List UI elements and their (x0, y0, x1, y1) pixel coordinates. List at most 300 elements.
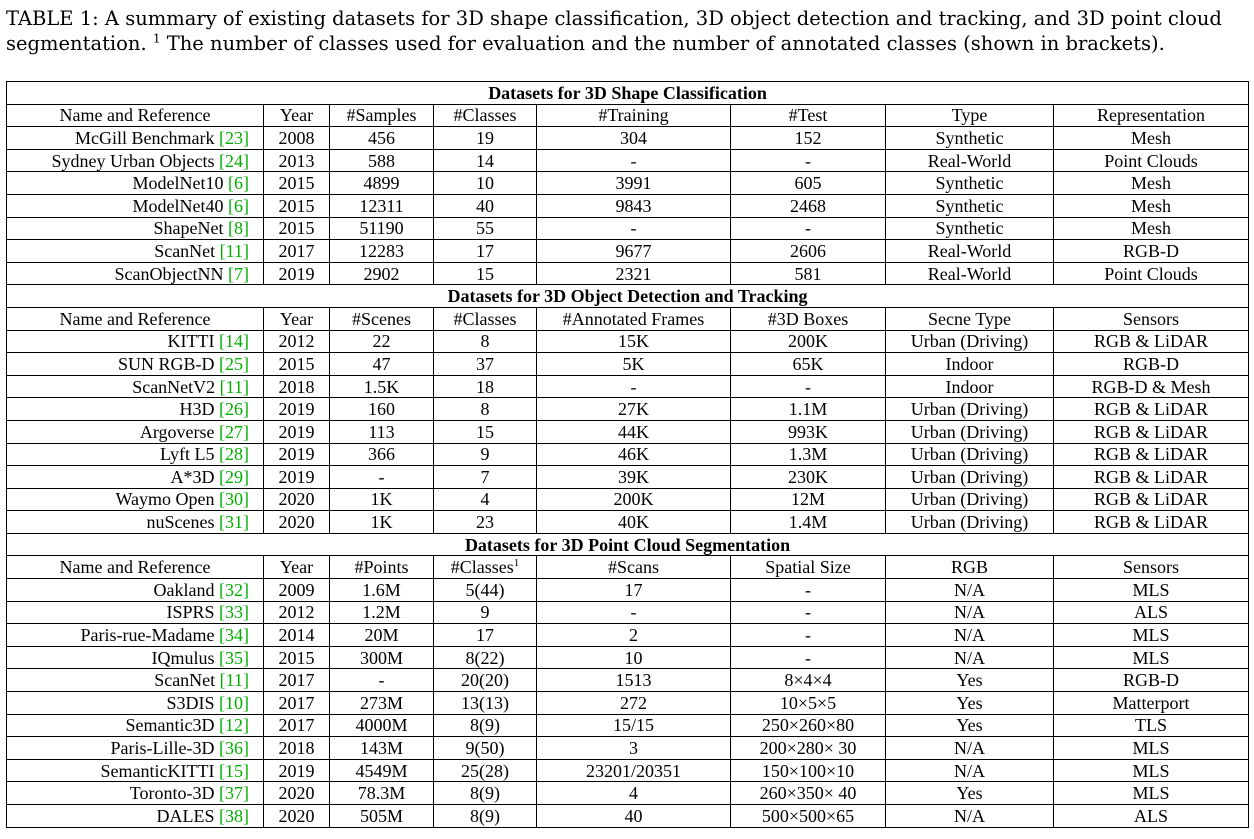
table-cell: 17 (434, 624, 537, 647)
table-cell: Real-World (886, 262, 1054, 285)
table-cell: Matterport (1054, 692, 1249, 715)
header-row (7, 556, 1249, 579)
column-header-label: #Samples (346, 105, 417, 126)
table-row (7, 646, 1249, 669)
table-row (7, 511, 1249, 534)
dataset-name: ShapeNet (153, 218, 224, 239)
table-cell: 8(22) (434, 646, 537, 669)
table-cell: 2017 (264, 714, 330, 737)
table-row (7, 488, 1249, 511)
table-row (7, 692, 1249, 715)
table-cell: 47 (330, 353, 434, 376)
citation-link[interactable]: [30] (219, 489, 249, 510)
dataset-name-cell (7, 511, 264, 534)
dataset-name: SemanticKITTI (100, 760, 215, 781)
citation-link[interactable]: [7] (228, 263, 249, 284)
table-row (7, 262, 1249, 285)
column-header-label: Year (279, 308, 314, 329)
table-row (7, 353, 1249, 376)
dataset-name-cell (7, 149, 264, 172)
dataset-name-cell (7, 646, 264, 669)
table-cell: 3 (537, 737, 731, 760)
table-row (7, 805, 1249, 828)
table-cell: RGB & LiDAR (1054, 511, 1249, 534)
table-cell: 2020 (264, 782, 330, 805)
citation-link[interactable]: [25] (219, 353, 249, 374)
table-cell: 9 (434, 443, 537, 466)
table-cell: 2017 (264, 240, 330, 263)
table-row (7, 714, 1249, 737)
section-title: Datasets for 3D Object Detection and Tracking (7, 285, 1249, 308)
dataset-name-cell (7, 759, 264, 782)
table-cell: - (537, 601, 731, 624)
table-cell: 2013 (264, 149, 330, 172)
table-cell: - (537, 375, 731, 398)
table-caption (6, 6, 1250, 56)
citation-link[interactable]: [6] (228, 195, 249, 216)
table-cell: 1.4M (731, 511, 886, 534)
table-cell: 4899 (330, 172, 434, 195)
column-header (731, 104, 886, 127)
table-cell: RGB & LiDAR (1054, 398, 1249, 421)
column-header (731, 307, 886, 330)
table-cell: 1.5K (330, 375, 434, 398)
dataset-name: ScanNetV2 (132, 376, 216, 397)
table-cell: MLS (1054, 624, 1249, 647)
citation-link[interactable]: [29] (219, 466, 249, 487)
citation-link[interactable]: [36] (219, 738, 249, 759)
table-cell: RGB-D & Mesh (1054, 375, 1249, 398)
table-cell: 143M (330, 737, 434, 760)
column-header-label: Name and Reference (59, 308, 211, 329)
dataset-name-cell (7, 466, 264, 489)
table-cell: Urban (Driving) (886, 511, 1054, 534)
dataset-name: Paris-Lille-3D (110, 738, 215, 759)
table-cell: N/A (886, 737, 1054, 760)
column-header (537, 307, 731, 330)
column-header (1054, 104, 1249, 127)
table-cell: Real-World (886, 149, 1054, 172)
dataset-name: SUN RGB-D (117, 353, 215, 374)
table-row (7, 624, 1249, 647)
dataset-name-cell (7, 172, 264, 195)
table-cell: 113 (330, 420, 434, 443)
table-cell: 456 (330, 127, 434, 150)
citation-link[interactable]: [8] (228, 218, 249, 239)
table-cell: 8 (434, 330, 537, 353)
table-cell: 9677 (537, 240, 731, 263)
table-cell: 2606 (731, 240, 886, 263)
citation-link[interactable]: [15] (219, 760, 249, 781)
table-cell: Yes (886, 714, 1054, 737)
column-header (537, 104, 731, 127)
table-cell: 230K (731, 466, 886, 489)
column-header-label: Name and Reference (59, 105, 211, 126)
table-row (7, 579, 1249, 602)
table-cell: 2008 (264, 127, 330, 150)
table-cell: 15 (434, 420, 537, 443)
table-cell: Yes (886, 669, 1054, 692)
table-cell: 65K (731, 353, 886, 376)
table-row (7, 669, 1249, 692)
section-title: Datasets for 3D Point Cloud Segmentation (7, 533, 1249, 556)
table-cell: 4 (434, 488, 537, 511)
table-cell: 15/15 (537, 714, 731, 737)
table-cell: Mesh (1054, 127, 1249, 150)
citation-link[interactable]: [11] (219, 240, 249, 261)
table-cell: 4 (537, 782, 731, 805)
column-header (7, 104, 264, 127)
table-cell: 15 (434, 262, 537, 285)
table-cell: 8(9) (434, 782, 537, 805)
table-cell: Synthetic (886, 172, 1054, 195)
column-header-label: RGB (950, 557, 988, 578)
dataset-name-cell (7, 443, 264, 466)
table-cell: MLS (1054, 737, 1249, 760)
table-cell: 200K (537, 488, 731, 511)
table-cell: 1513 (537, 669, 731, 692)
table-cell: Mesh (1054, 172, 1249, 195)
column-header-label: Sensors (1123, 557, 1180, 578)
table-cell: 272 (537, 692, 731, 715)
column-header (264, 104, 330, 127)
table-cell: RGB & LiDAR (1054, 488, 1249, 511)
dataset-name-cell (7, 194, 264, 217)
header-footnote-mark: 1 (513, 557, 520, 570)
column-header-label: Representation (1097, 105, 1205, 126)
column-header-label: Year (279, 105, 314, 126)
table-cell: 10 (434, 172, 537, 195)
citation-link[interactable]: [11] (219, 376, 249, 397)
table-cell: 20M (330, 624, 434, 647)
table-row (7, 759, 1249, 782)
table-cell: 10 (537, 646, 731, 669)
table-cell: N/A (886, 601, 1054, 624)
table-row (7, 782, 1249, 805)
citation-link[interactable]: [32] (219, 579, 249, 600)
column-header-label: #Test (788, 105, 828, 126)
table-cell: - (731, 579, 886, 602)
table-cell: Mesh (1054, 217, 1249, 240)
column-header (434, 104, 537, 127)
column-header (1054, 307, 1249, 330)
table-cell: 12311 (330, 194, 434, 217)
table-cell: - (731, 375, 886, 398)
table-cell: 20(20) (434, 669, 537, 692)
dataset-name-cell (7, 127, 264, 150)
dataset-name-cell (7, 692, 264, 715)
table-cell: - (537, 217, 731, 240)
column-header-label: #Points (354, 557, 409, 578)
citation-link[interactable]: [37] (219, 783, 249, 804)
table-cell: 14 (434, 149, 537, 172)
table-cell: 200K (731, 330, 886, 353)
table-cell: Point Clouds (1054, 262, 1249, 285)
column-header-label: Spatial Size (765, 557, 851, 578)
table-cell: 3991 (537, 172, 731, 195)
table-cell: 46K (537, 443, 731, 466)
column-header-label: Secne Type (928, 308, 1011, 329)
table-cell: 2019 (264, 466, 330, 489)
table-cell: 160 (330, 398, 434, 421)
table-cell: ALS (1054, 805, 1249, 828)
column-header (7, 307, 264, 330)
column-header-label: Type (951, 105, 988, 126)
table-cell: 152 (731, 127, 886, 150)
dataset-name: McGill Benchmark (75, 127, 215, 148)
table-cell: Indoor (886, 353, 1054, 376)
table-cell: 2012 (264, 601, 330, 624)
table-row (7, 217, 1249, 240)
table-cell: - (731, 217, 886, 240)
dataset-name-cell (7, 262, 264, 285)
citation-link[interactable]: [10] (219, 692, 249, 713)
datasets-table (6, 81, 1249, 828)
table-cell: 5K (537, 353, 731, 376)
table-cell: 27K (537, 398, 731, 421)
citation-link[interactable]: [26] (219, 399, 249, 420)
dataset-name-cell (7, 375, 264, 398)
table-cell: 2015 (264, 646, 330, 669)
dataset-name: DALES (156, 805, 215, 826)
table-cell: Urban (Driving) (886, 330, 1054, 353)
dataset-name-cell (7, 579, 264, 602)
section-title: Datasets for 3D Shape Classification (7, 82, 1249, 105)
table-cell: RGB & LiDAR (1054, 330, 1249, 353)
table-cell: 10×5×5 (731, 692, 886, 715)
table-cell: Synthetic (886, 194, 1054, 217)
table-cell: Urban (Driving) (886, 466, 1054, 489)
table-cell: 2020 (264, 511, 330, 534)
table-cell: 2015 (264, 353, 330, 376)
table-cell: 17 (537, 579, 731, 602)
dataset-name-cell (7, 737, 264, 760)
table-row (7, 466, 1249, 489)
table-body (7, 82, 1249, 828)
table-cell: Urban (Driving) (886, 420, 1054, 443)
table-cell: 200×280× 30 (731, 737, 886, 760)
column-header-label: Year (279, 557, 314, 578)
table-cell: 51190 (330, 217, 434, 240)
dataset-name: Sydney Urban Objects (51, 150, 215, 171)
dataset-name: Semantic3D (125, 715, 215, 736)
table-cell: 2019 (264, 759, 330, 782)
citation-link[interactable]: [27] (219, 421, 249, 442)
table-cell: 2019 (264, 443, 330, 466)
table-cell: 2017 (264, 692, 330, 715)
table-cell: 25(28) (434, 759, 537, 782)
table-cell: 2015 (264, 172, 330, 195)
dataset-name-cell (7, 782, 264, 805)
table-cell: 39K (537, 466, 731, 489)
table-cell: 44K (537, 420, 731, 443)
dataset-name: ISPRS (166, 602, 215, 623)
table-cell: 2 (537, 624, 731, 647)
table-cell: N/A (886, 646, 1054, 669)
table-cell: TLS (1054, 714, 1249, 737)
table-cell: 250×260×80 (731, 714, 886, 737)
table-cell: 605 (731, 172, 886, 195)
column-header (330, 104, 434, 127)
table-cell: MLS (1054, 759, 1249, 782)
column-header (264, 556, 330, 579)
table-cell: 2017 (264, 669, 330, 692)
column-header (886, 307, 1054, 330)
table-cell: 40 (537, 805, 731, 828)
table-cell: - (330, 466, 434, 489)
dataset-name-cell (7, 601, 264, 624)
dataset-name-cell (7, 353, 264, 376)
table-row (7, 149, 1249, 172)
dataset-name-cell (7, 488, 264, 511)
dataset-name-cell (7, 420, 264, 443)
table-cell: 366 (330, 443, 434, 466)
table-cell: Synthetic (886, 217, 1054, 240)
citation-link[interactable]: [6] (228, 173, 249, 194)
citation-link[interactable]: [14] (219, 331, 249, 352)
table-cell: MLS (1054, 782, 1249, 805)
column-header (330, 307, 434, 330)
table-cell: 2468 (731, 194, 886, 217)
caption-text: A summary of existing datasets for 3D shape classification, 3D object detection and tracking, and 3D point cloud segmentation. (6, 7, 1222, 55)
table-cell: 22 (330, 330, 434, 353)
column-header (886, 556, 1054, 579)
table-cell: 2015 (264, 217, 330, 240)
dataset-name-cell (7, 217, 264, 240)
table-cell: 17 (434, 240, 537, 263)
table-cell: - (731, 624, 886, 647)
caption-footnote-mark: 1 (152, 31, 161, 46)
column-header-label: #Classes (453, 308, 517, 329)
table-cell: 2018 (264, 375, 330, 398)
column-header (731, 556, 886, 579)
dataset-name: ScanObjectNN (114, 263, 224, 284)
table-cell: MLS (1054, 646, 1249, 669)
column-header-label: Sensors (1123, 308, 1180, 329)
citation-link[interactable]: [31] (219, 512, 249, 533)
dataset-name: Toronto-3D (129, 783, 215, 804)
table-cell: 78.3M (330, 782, 434, 805)
table-cell: 4000M (330, 714, 434, 737)
column-header-label: #Classes (450, 557, 514, 578)
table-cell: RGB-D (1054, 353, 1249, 376)
table-cell: 55 (434, 217, 537, 240)
table-cell: - (731, 646, 886, 669)
table-cell: 1.6M (330, 579, 434, 602)
column-header-label: #3D Boxes (767, 308, 849, 329)
table-row (7, 398, 1249, 421)
table-cell: RGB & LiDAR (1054, 443, 1249, 466)
table-cell: 273M (330, 692, 434, 715)
table-cell: 9(50) (434, 737, 537, 760)
table-row (7, 443, 1249, 466)
citation-link[interactable]: [35] (219, 647, 249, 668)
table-row (7, 172, 1249, 195)
column-header-label: #Training (598, 105, 669, 126)
table-cell: 2015 (264, 194, 330, 217)
table-cell: 5(44) (434, 579, 537, 602)
table-cell: Real-World (886, 240, 1054, 263)
table-cell: 37 (434, 353, 537, 376)
table-cell: Mesh (1054, 194, 1249, 217)
table-cell: N/A (886, 579, 1054, 602)
section-title-row (7, 533, 1249, 556)
citation-link[interactable]: [12] (219, 715, 249, 736)
citation-link[interactable]: [33] (219, 602, 249, 623)
table-cell: 2902 (330, 262, 434, 285)
table-cell: 18 (434, 375, 537, 398)
table-row (7, 194, 1249, 217)
table-cell: 304 (537, 127, 731, 150)
table-cell: Urban (Driving) (886, 443, 1054, 466)
table-row (7, 127, 1249, 150)
column-header-label: #Classes (453, 105, 517, 126)
column-header-label: #Scans (608, 557, 659, 578)
citation-link[interactable]: [28] (219, 444, 249, 465)
citation-link[interactable]: [11] (219, 670, 249, 691)
table-cell: 8×4×4 (731, 669, 886, 692)
section-title-row (7, 285, 1249, 308)
table-cell: 2019 (264, 420, 330, 443)
citation-link[interactable]: [34] (219, 625, 249, 646)
table-cell: RGB-D (1054, 669, 1249, 692)
table-row (7, 737, 1249, 760)
table-cell: 993K (731, 420, 886, 443)
table-cell: 8(9) (434, 714, 537, 737)
table-cell: 8(9) (434, 805, 537, 828)
table-cell: N/A (886, 624, 1054, 647)
citation-link[interactable]: [24] (219, 150, 249, 171)
citation-link[interactable]: [23] (219, 127, 249, 148)
citation-link[interactable]: [38] (219, 805, 249, 826)
table-cell: 1.1M (731, 398, 886, 421)
table-cell: N/A (886, 759, 1054, 782)
table-cell: 23201/20351 (537, 759, 731, 782)
table-cell: 300M (330, 646, 434, 669)
table-cell: 260×350× 40 (731, 782, 886, 805)
table-cell: 588 (330, 149, 434, 172)
table-cell: Yes (886, 692, 1054, 715)
dataset-name: Lyft L5 (160, 444, 215, 465)
table-cell: 2019 (264, 262, 330, 285)
table-cell: - (731, 149, 886, 172)
column-header (537, 556, 731, 579)
table-cell: 2321 (537, 262, 731, 285)
column-header (264, 307, 330, 330)
header-row (7, 104, 1249, 127)
dataset-name: H3D (179, 399, 215, 420)
table-cell: 9843 (537, 194, 731, 217)
dataset-name: S3DIS (166, 692, 215, 713)
table-cell: 19 (434, 127, 537, 150)
table-row (7, 375, 1249, 398)
table-cell: 2020 (264, 805, 330, 828)
table-cell: 150×100×10 (731, 759, 886, 782)
dataset-name: ScanNet (154, 670, 216, 691)
table-cell: 2019 (264, 398, 330, 421)
table-cell: 9 (434, 601, 537, 624)
table-cell: 1K (330, 488, 434, 511)
dataset-name: Argoverse (139, 421, 215, 442)
table-cell: - (330, 669, 434, 692)
dataset-name: Waymo Open (115, 489, 215, 510)
table-cell: 4549M (330, 759, 434, 782)
table-cell: MLS (1054, 579, 1249, 602)
table-cell: 1.3M (731, 443, 886, 466)
table-cell: Urban (Driving) (886, 488, 1054, 511)
column-header (330, 556, 434, 579)
table-cell: 13(13) (434, 692, 537, 715)
